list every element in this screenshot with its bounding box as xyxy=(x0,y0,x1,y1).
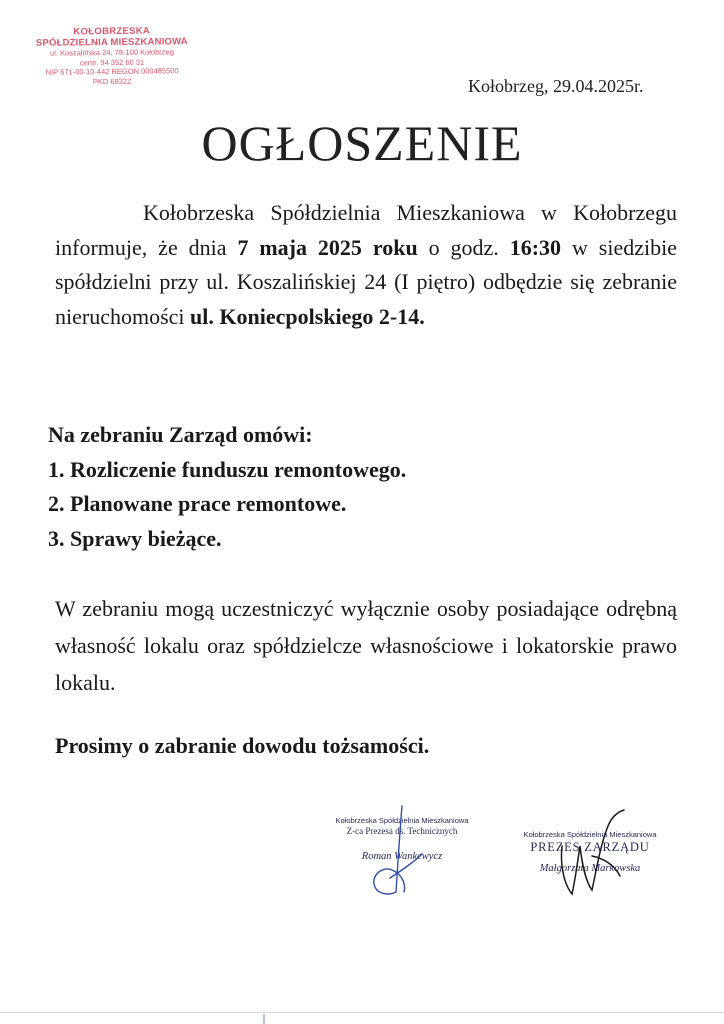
stamp-line-2: SPÓŁDZIELNIA MIESZKANIOWA xyxy=(35,36,188,49)
handwritten-signature-left xyxy=(362,800,432,910)
stamp-line-3: ul. Koszalińska 24, 78-100 Kołobrzeg xyxy=(49,47,174,58)
page-bottom-edge xyxy=(0,1012,724,1013)
stamp-line-1: KOŁOBRZESKA xyxy=(73,25,151,38)
agenda-item: 2. Planowane prace remontowe. xyxy=(48,491,347,516)
agenda-heading: Na zebraniu Zarząd omówi: xyxy=(48,422,313,447)
stamp-line-5: NIP 671-00-10-442 REGON 000485500 xyxy=(45,66,179,77)
scan-mark xyxy=(263,1014,265,1024)
signature-org: Kołobrzeska Spółdzielnia Mieszkaniowa xyxy=(523,830,657,839)
stamp-line-4: centr. 94 352 60 31 xyxy=(79,57,145,67)
meeting-date: 7 maja 2025 roku xyxy=(237,234,418,260)
paragraph-text-3: w siedzibie spółdzielni przy ul. Koszalińskiej 24 (I piętro) odbędzie się zebranie nieruchomości xyxy=(55,234,677,329)
signature-org: Kołobrzeska Spółdzielnia Mieszkaniowa xyxy=(335,816,469,825)
signature-role: PREZES ZARZĄDU xyxy=(530,840,650,854)
agenda-item: 3. Sprawy bieżące. xyxy=(48,525,222,551)
handwritten-signature-right xyxy=(552,806,632,906)
id-request-note: Prosimy o zabranie dowodu tożsamości. xyxy=(55,733,430,758)
announcement-paragraph xyxy=(55,196,677,334)
company-stamp xyxy=(24,25,201,87)
document-date: Kołobrzeg, 29.04.2025r. xyxy=(468,76,644,96)
agenda-item: 1. Rozliczenie funduszu remontowego. xyxy=(48,456,407,482)
page-title: OGŁOSZENIE xyxy=(201,115,523,171)
stamp-line-6: PKD 6832Z xyxy=(92,76,132,86)
meeting-property: ul. Koniecpolskiego 2-14. xyxy=(190,303,425,329)
meeting-time: 16:30 xyxy=(509,234,562,260)
signature-role: Z-ca Prezesa ds. Technicznych xyxy=(346,826,458,836)
signature-name: Małgorzata Markowska xyxy=(539,863,641,874)
paragraph-text-2: o godz. xyxy=(417,234,510,260)
paragraph-text-1: Kołobrzeska Spółdzielnia Mieszkaniowa w Kołobrzegu informuje, że dnia xyxy=(55,200,677,260)
agenda-section xyxy=(48,418,648,556)
eligibility-paragraph: W zebraniu mogą uczestniczyć wyłącznie osoby posiadające odrębną własność lokalu oraz spółdzielcze własnościowe i lokatorskie prawo lokalu. xyxy=(55,596,677,695)
signature-name: Roman Wankewycz xyxy=(361,851,443,862)
